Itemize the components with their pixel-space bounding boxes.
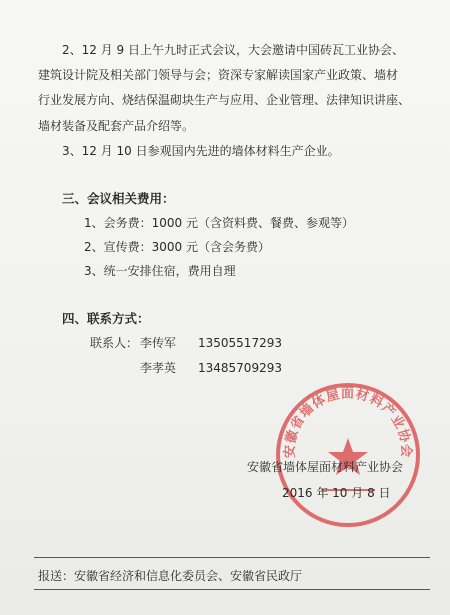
fees-heading: 三、会议相关费用： xyxy=(62,191,175,206)
divider-top xyxy=(34,557,430,558)
contact-2-name: 李孝英 xyxy=(140,361,177,375)
cc-line: 报送：安徽省经济和信息化委员会、安徽省民政厅 xyxy=(38,569,303,583)
fee-item-1: 1、会务费：1000 元（含资料费、餐费、参观等） xyxy=(84,216,354,230)
org-signature: 安徽省墙体屋面材料产业协会 xyxy=(247,460,404,474)
item-2-line-1: 2、12 月 9 日上午九时正式会议，大会邀请中国砖瓦工业协会、 xyxy=(62,43,404,57)
divider-bottom xyxy=(34,589,430,590)
item-2-line-2: 建筑设计院及相关部门领导与会；资深专家解读国家产业政策、墙材 xyxy=(38,68,399,82)
contact-2-phone: 13485709293 xyxy=(198,361,282,375)
fee-item-3: 3、统一安排住宿，费用自理 xyxy=(84,264,236,278)
sign-date: 2016 年 10 月 8 日 xyxy=(282,486,391,500)
official-seal-icon xyxy=(273,380,423,530)
svg-text:安徽省墙体屋面材料产业协会: 安徽省墙体屋面材料产业协会 xyxy=(282,386,414,459)
contact-1-phone: 13505517293 xyxy=(198,336,282,350)
contact-1-name: 李传军 xyxy=(140,336,177,350)
item-2-line-3: 行业发展方向、烧结保温砌块生产与应用、企业管理、法律知识讲座、 xyxy=(38,93,411,107)
item-2-line-4: 墙材装备及配套产品介绍等。 xyxy=(38,119,195,133)
fee-item-2: 2、宣传费：3000 元（含会务费） xyxy=(84,240,270,254)
item-3: 3、12 月 10 日参观国内先进的墙体材料生产企业。 xyxy=(62,144,340,158)
contact-label: 联系人： xyxy=(90,336,139,350)
contact-heading: 四、联系方式： xyxy=(62,311,150,326)
